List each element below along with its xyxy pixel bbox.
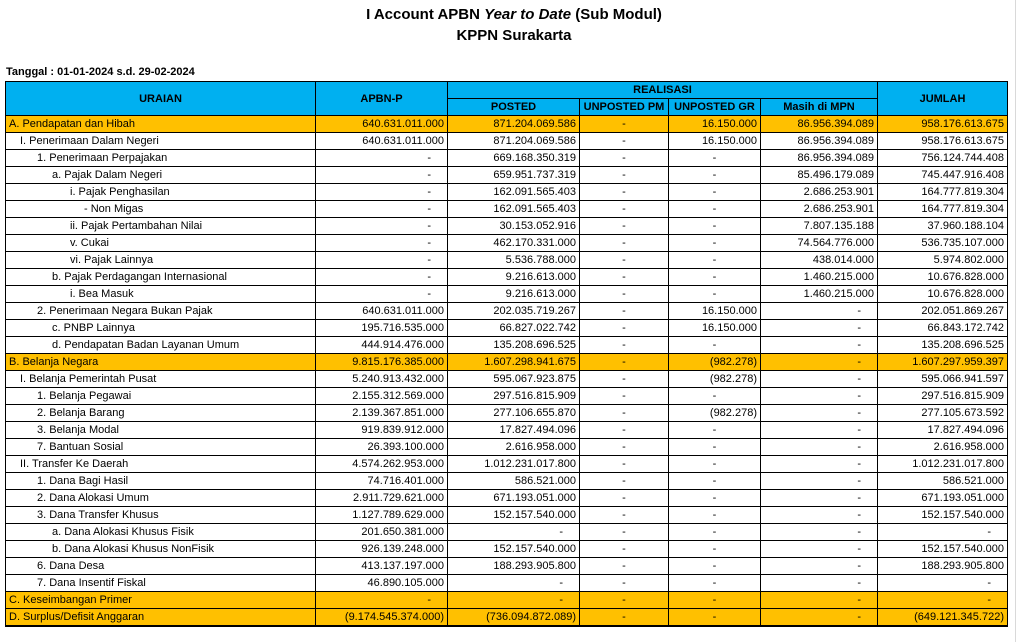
cell-unposted-gr: 16.150.000 [669, 116, 761, 133]
report-subtitle: KPPN Surakarta [456, 27, 572, 44]
cell-unposted-pm: - [580, 184, 669, 201]
cell-unposted-gr: - [669, 184, 761, 201]
cell-unposted-pm: - [580, 320, 669, 337]
cell-unposted-gr: 16.150.000 [669, 303, 761, 320]
row-label: 3. Dana Transfer Khusus [6, 507, 316, 524]
cell-unposted-pm: - [580, 371, 669, 388]
apbn-table [5, 81, 1008, 627]
cell-apbn: 413.137.197.000 [316, 558, 448, 575]
cell-masih-mpn: - [761, 490, 878, 507]
cell-masih-mpn: - [761, 592, 878, 609]
cell-masih-mpn: - [761, 558, 878, 575]
sheet-gridline [1015, 0, 1016, 642]
table-row [6, 575, 1008, 592]
row-label: A. Pendapatan dan Hibah [6, 116, 316, 133]
cell-unposted-pm: - [580, 150, 669, 167]
table-row [6, 592, 1008, 609]
cell-unposted-gr: - [669, 218, 761, 235]
cell-posted: 462.170.331.000 [448, 235, 580, 252]
cell-jumlah: 152.157.540.000 [878, 541, 1008, 558]
table-row [6, 167, 1008, 184]
cell-posted: 1.607.298.941.675 [448, 354, 580, 371]
cell-apbn: 2.911.729.621.000 [316, 490, 448, 507]
cell-posted: 30.153.052.916 [448, 218, 580, 235]
row-label: ii. Pajak Pertambahan Nilai [6, 218, 316, 235]
cell-masih-mpn: - [761, 405, 878, 422]
table-row [6, 388, 1008, 405]
cell-posted: 152.157.540.000 [448, 541, 580, 558]
cell-posted: 277.106.655.870 [448, 405, 580, 422]
cell-apbn: 926.139.248.000 [316, 541, 448, 558]
cell-unposted-pm: - [580, 609, 669, 627]
cell-masih-mpn: 2.686.253.901 [761, 201, 878, 218]
cell-jumlah: 595.066.941.597 [878, 371, 1008, 388]
cell-unposted-pm: - [580, 337, 669, 354]
cell-unposted-pm: - [580, 405, 669, 422]
header-realisasi: REALISASI [448, 82, 878, 99]
cell-unposted-pm: - [580, 558, 669, 575]
cell-unposted-gr: - [669, 456, 761, 473]
cell-jumlah: 17.827.494.096 [878, 422, 1008, 439]
cell-unposted-pm: - [580, 235, 669, 252]
cell-apbn: - [316, 286, 448, 303]
row-label: 1. Dana Bagi Hasil [6, 473, 316, 490]
cell-unposted-pm: - [580, 524, 669, 541]
cell-masih-mpn: 1.460.215.000 [761, 269, 878, 286]
cell-unposted-gr: - [669, 592, 761, 609]
table-row [6, 609, 1008, 627]
row-label: B. Belanja Negara [6, 354, 316, 371]
cell-unposted-pm: - [580, 252, 669, 269]
cell-unposted-pm: - [580, 167, 669, 184]
table-row [6, 354, 1008, 371]
title-part-3: (Sub Modul) [571, 6, 662, 23]
cell-unposted-pm: - [580, 303, 669, 320]
cell-posted: 871.204.069.586 [448, 133, 580, 150]
cell-unposted-gr: - [669, 150, 761, 167]
cell-unposted-gr: - [669, 558, 761, 575]
cell-masih-mpn: - [761, 303, 878, 320]
row-label: 1. Belanja Pegawai [6, 388, 316, 405]
cell-apbn: 74.716.401.000 [316, 473, 448, 490]
cell-posted: 152.157.540.000 [448, 507, 580, 524]
cell-jumlah: - [878, 592, 1008, 609]
cell-unposted-gr: - [669, 388, 761, 405]
cell-unposted-pm: - [580, 456, 669, 473]
cell-masih-mpn: - [761, 541, 878, 558]
cell-jumlah: 152.157.540.000 [878, 507, 1008, 524]
cell-jumlah: 958.176.613.675 [878, 133, 1008, 150]
cell-jumlah: - [878, 524, 1008, 541]
cell-masih-mpn: - [761, 456, 878, 473]
cell-masih-mpn: - [761, 524, 878, 541]
cell-posted: 871.204.069.586 [448, 116, 580, 133]
cell-unposted-pm: - [580, 422, 669, 439]
header-uraian: URAIAN [6, 82, 316, 116]
cell-posted: 671.193.051.000 [448, 490, 580, 507]
cell-masih-mpn: 2.686.253.901 [761, 184, 878, 201]
cell-unposted-gr: 16.150.000 [669, 320, 761, 337]
cell-jumlah: 297.516.815.909 [878, 388, 1008, 405]
table-row [6, 473, 1008, 490]
cell-masih-mpn: 85.496.179.089 [761, 167, 878, 184]
cell-unposted-pm: - [580, 592, 669, 609]
table-row [6, 320, 1008, 337]
table-row [6, 541, 1008, 558]
row-label: vi. Pajak Lainnya [6, 252, 316, 269]
cell-masih-mpn: - [761, 354, 878, 371]
cell-jumlah: (649.121.345.722) [878, 609, 1008, 627]
cell-unposted-gr: - [669, 337, 761, 354]
table-row [6, 116, 1008, 133]
cell-posted: 188.293.905.800 [448, 558, 580, 575]
cell-masih-mpn: 438.014.000 [761, 252, 878, 269]
row-label: b. Pajak Perdagangan Internasional [6, 269, 316, 286]
cell-posted: 5.536.788.000 [448, 252, 580, 269]
cell-jumlah: 536.735.107.000 [878, 235, 1008, 252]
row-label: 1. Penerimaan Perpajakan [6, 150, 316, 167]
cell-jumlah: 756.124.744.408 [878, 150, 1008, 167]
cell-posted: - [448, 524, 580, 541]
cell-apbn: - [316, 218, 448, 235]
title-part-2: Year to Date [484, 6, 572, 23]
cell-apbn: 9.815.176.385.000 [316, 354, 448, 371]
cell-posted: 9.216.613.000 [448, 269, 580, 286]
cell-unposted-gr: - [669, 235, 761, 252]
cell-posted: 162.091.565.403 [448, 184, 580, 201]
cell-posted: (736.094.872.089) [448, 609, 580, 627]
cell-unposted-pm: - [580, 541, 669, 558]
row-label: D. Surplus/Defisit Anggaran [6, 609, 316, 627]
cell-unposted-gr: - [669, 507, 761, 524]
cell-posted: - [448, 575, 580, 592]
cell-apbn: 444.914.476.000 [316, 337, 448, 354]
cell-unposted-pm: - [580, 439, 669, 456]
table-row [6, 524, 1008, 541]
cell-apbn: 2.139.367.851.000 [316, 405, 448, 422]
table-row [6, 490, 1008, 507]
cell-apbn: 640.631.011.000 [316, 133, 448, 150]
cell-unposted-gr: - [669, 473, 761, 490]
header-apbn: APBN-P [316, 82, 448, 116]
cell-masih-mpn: 86.956.394.089 [761, 150, 878, 167]
cell-masih-mpn: - [761, 609, 878, 627]
cell-unposted-pm: - [580, 354, 669, 371]
cell-unposted-gr: - [669, 439, 761, 456]
cell-jumlah: 135.208.696.525 [878, 337, 1008, 354]
cell-apbn: 26.393.100.000 [316, 439, 448, 456]
cell-posted: 202.035.719.267 [448, 303, 580, 320]
table-row [6, 269, 1008, 286]
cell-jumlah: 164.777.819.304 [878, 184, 1008, 201]
row-label: i. Bea Masuk [6, 286, 316, 303]
cell-masih-mpn: - [761, 575, 878, 592]
table-row [6, 507, 1008, 524]
cell-masih-mpn: 86.956.394.089 [761, 116, 878, 133]
cell-jumlah: 5.974.802.000 [878, 252, 1008, 269]
cell-posted: 297.516.815.909 [448, 388, 580, 405]
row-label: a. Pajak Dalam Negeri [6, 167, 316, 184]
cell-jumlah: 10.676.828.000 [878, 269, 1008, 286]
cell-posted: 66.827.022.742 [448, 320, 580, 337]
cell-posted: 9.216.613.000 [448, 286, 580, 303]
cell-masih-mpn: - [761, 473, 878, 490]
cell-masih-mpn: - [761, 371, 878, 388]
cell-masih-mpn: 74.564.776.000 [761, 235, 878, 252]
report-title [0, 6, 1028, 23]
cell-apbn: 919.839.912.000 [316, 422, 448, 439]
cell-jumlah: 10.676.828.000 [878, 286, 1008, 303]
row-label: 2. Penerimaan Negara Bukan Pajak [6, 303, 316, 320]
cell-posted: 2.616.958.000 [448, 439, 580, 456]
cell-apbn: - [316, 150, 448, 167]
cell-unposted-gr: - [669, 524, 761, 541]
cell-unposted-gr: - [669, 575, 761, 592]
header-jumlah: JUMLAH [878, 82, 1008, 116]
cell-jumlah: 671.193.051.000 [878, 490, 1008, 507]
cell-masih-mpn: - [761, 388, 878, 405]
table-row [6, 235, 1008, 252]
cell-unposted-pm: - [580, 269, 669, 286]
cell-jumlah: 37.960.188.104 [878, 218, 1008, 235]
table-row [6, 405, 1008, 422]
row-label: c. PNBP Lainnya [6, 320, 316, 337]
table-row [6, 337, 1008, 354]
table-row [6, 303, 1008, 320]
row-label: i. Pajak Penghasilan [6, 184, 316, 201]
row-label: 7. Bantuan Sosial [6, 439, 316, 456]
cell-jumlah: - [878, 575, 1008, 592]
table-row [6, 218, 1008, 235]
cell-unposted-gr: - [669, 422, 761, 439]
cell-apbn: 2.155.312.569.000 [316, 388, 448, 405]
row-label: II. Transfer Ke Daerah [6, 456, 316, 473]
cell-posted: 135.208.696.525 [448, 337, 580, 354]
cell-unposted-gr: 16.150.000 [669, 133, 761, 150]
cell-apbn: 640.631.011.000 [316, 303, 448, 320]
cell-apbn: - [316, 167, 448, 184]
header-masih-mpn: Masih di MPN [761, 99, 878, 116]
cell-posted: 162.091.565.403 [448, 201, 580, 218]
cell-unposted-gr: (982.278) [669, 354, 761, 371]
cell-apbn: 4.574.262.953.000 [316, 456, 448, 473]
title-part-1: I Account APBN [366, 6, 485, 23]
cell-jumlah: 66.843.172.742 [878, 320, 1008, 337]
row-label: v. Cukai [6, 235, 316, 252]
table-row [6, 422, 1008, 439]
cell-unposted-gr: - [669, 167, 761, 184]
cell-jumlah: 1.012.231.017.800 [878, 456, 1008, 473]
header-posted: POSTED [448, 99, 580, 116]
header-unposted-pm: UNPOSTED PM [580, 99, 669, 116]
cell-apbn: 5.240.913.432.000 [316, 371, 448, 388]
row-label: 2. Dana Alokasi Umum [6, 490, 316, 507]
cell-unposted-pm: - [580, 116, 669, 133]
table-row [6, 133, 1008, 150]
cell-unposted-gr: (982.278) [669, 405, 761, 422]
cell-posted: 1.012.231.017.800 [448, 456, 580, 473]
row-label: - Non Migas [6, 201, 316, 218]
cell-jumlah: 1.607.297.959.397 [878, 354, 1008, 371]
cell-posted: 659.951.737.319 [448, 167, 580, 184]
cell-posted: 17.827.494.096 [448, 422, 580, 439]
cell-jumlah: 188.293.905.800 [878, 558, 1008, 575]
cell-masih-mpn: - [761, 507, 878, 524]
cell-unposted-gr: - [669, 201, 761, 218]
cell-unposted-pm: - [580, 218, 669, 235]
cell-unposted-pm: - [580, 575, 669, 592]
table-row [6, 252, 1008, 269]
table-row [6, 150, 1008, 167]
cell-apbn: - [316, 235, 448, 252]
table-row [6, 201, 1008, 218]
table-row [6, 558, 1008, 575]
cell-posted: 586.521.000 [448, 473, 580, 490]
cell-apbn: 640.631.011.000 [316, 116, 448, 133]
cell-unposted-pm: - [580, 473, 669, 490]
cell-masih-mpn: - [761, 337, 878, 354]
row-label: 7. Dana Insentif Fiskal [6, 575, 316, 592]
row-label: 3. Belanja Modal [6, 422, 316, 439]
cell-unposted-pm: - [580, 507, 669, 524]
cell-masih-mpn: - [761, 439, 878, 456]
cell-masih-mpn: 86.956.394.089 [761, 133, 878, 150]
cell-masih-mpn: 1.460.215.000 [761, 286, 878, 303]
cell-apbn: 46.890.105.000 [316, 575, 448, 592]
cell-unposted-gr: (982.278) [669, 371, 761, 388]
cell-unposted-pm: - [580, 490, 669, 507]
cell-apbn: - [316, 201, 448, 218]
cell-masih-mpn: 7.807.135.188 [761, 218, 878, 235]
cell-unposted-gr: - [669, 541, 761, 558]
table-row [6, 286, 1008, 303]
cell-unposted-pm: - [580, 388, 669, 405]
table-row [6, 184, 1008, 201]
cell-unposted-gr: - [669, 286, 761, 303]
cell-unposted-pm: - [580, 133, 669, 150]
table-body [6, 116, 1008, 627]
cell-apbn: - [316, 184, 448, 201]
cell-unposted-pm: - [580, 201, 669, 218]
row-label: b. Dana Alokasi Khusus NonFisik [6, 541, 316, 558]
cell-masih-mpn: - [761, 320, 878, 337]
header-unposted-gr: UNPOSTED GR [669, 99, 761, 116]
cell-jumlah: 202.051.869.267 [878, 303, 1008, 320]
row-label: a. Dana Alokasi Khusus Fisik [6, 524, 316, 541]
table-row [6, 439, 1008, 456]
table-row [6, 456, 1008, 473]
date-range-label: Tanggal : 01-01-2024 s.d. 29-02-2024 [6, 66, 195, 78]
cell-unposted-gr: - [669, 269, 761, 286]
cell-apbn: - [316, 269, 448, 286]
cell-jumlah: 958.176.613.675 [878, 116, 1008, 133]
row-label: 6. Dana Desa [6, 558, 316, 575]
row-label: I. Penerimaan Dalam Negeri [6, 133, 316, 150]
row-label: I. Belanja Pemerintah Pusat [6, 371, 316, 388]
cell-jumlah: 277.105.673.592 [878, 405, 1008, 422]
cell-apbn: - [316, 592, 448, 609]
table-row [6, 371, 1008, 388]
cell-posted: 669.168.350.319 [448, 150, 580, 167]
row-label: 2. Belanja Barang [6, 405, 316, 422]
cell-jumlah: 2.616.958.000 [878, 439, 1008, 456]
cell-masih-mpn: - [761, 422, 878, 439]
row-label: d. Pendapatan Badan Layanan Umum [6, 337, 316, 354]
cell-unposted-gr: - [669, 490, 761, 507]
cell-unposted-pm: - [580, 286, 669, 303]
row-label: C. Keseimbangan Primer [6, 592, 316, 609]
cell-unposted-gr: - [669, 609, 761, 627]
cell-jumlah: 164.777.819.304 [878, 201, 1008, 218]
cell-apbn: - [316, 252, 448, 269]
cell-posted: - [448, 592, 580, 609]
cell-apbn: (9.174.545.374.000) [316, 609, 448, 627]
cell-apbn: 1.127.789.629.000 [316, 507, 448, 524]
cell-unposted-gr: - [669, 252, 761, 269]
cell-apbn: 201.650.381.000 [316, 524, 448, 541]
cell-apbn: 195.716.535.000 [316, 320, 448, 337]
cell-jumlah: 586.521.000 [878, 473, 1008, 490]
cell-jumlah: 745.447.916.408 [878, 167, 1008, 184]
cell-posted: 595.067.923.875 [448, 371, 580, 388]
